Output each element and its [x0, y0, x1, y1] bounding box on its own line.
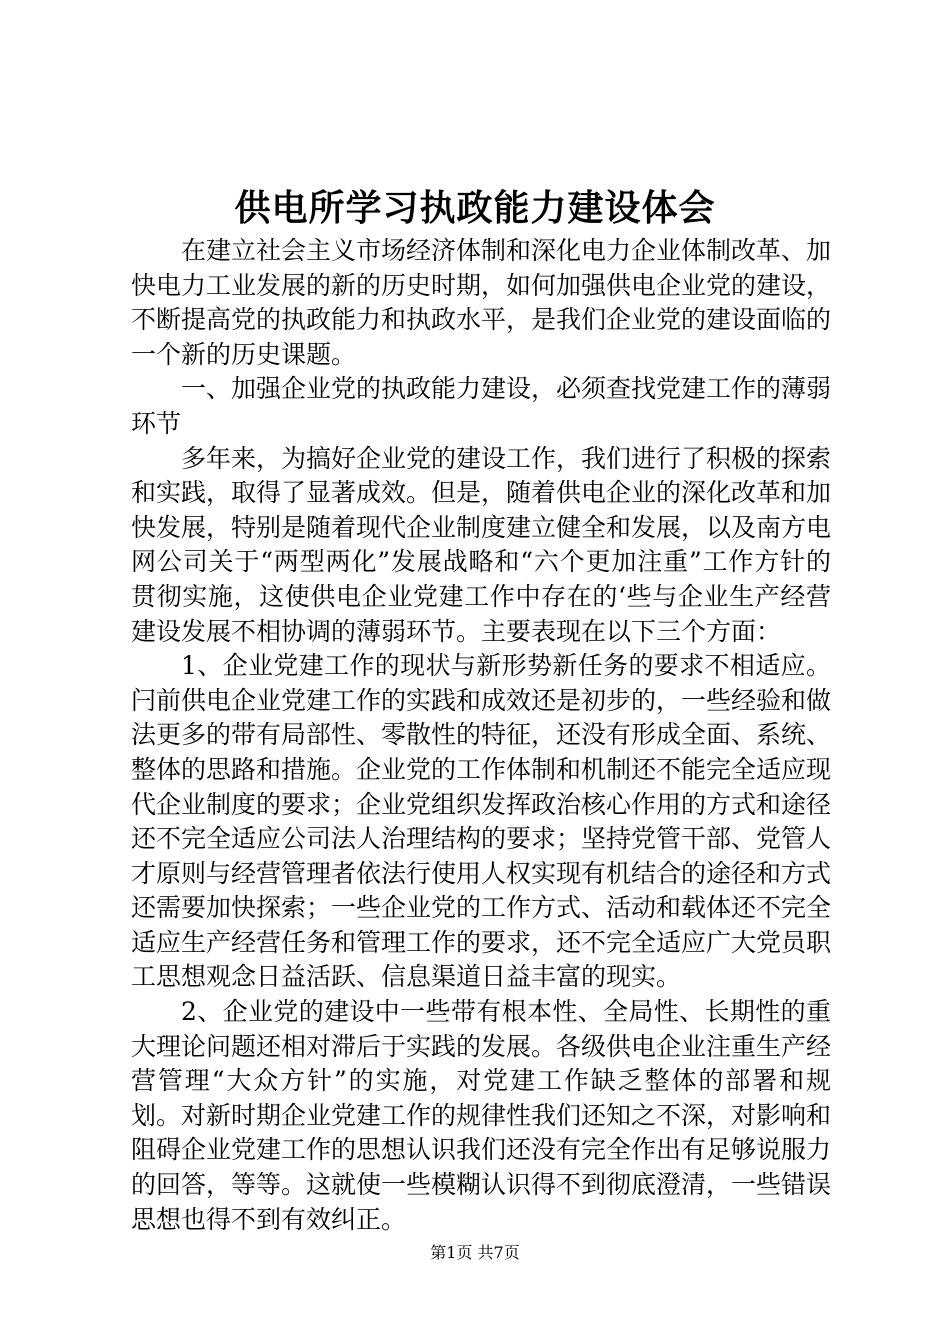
paragraph-background: 多年来，为搞好企业党的建设工作，我们进行了积极的探索和实践，取得了显著成效。但是，随着供电企业的深化改革和加快发展，特别是随着现代企业制度建立健全和发展，以及南方电网公司关于“两型两化”发展战略和“六个更加注重”工作方针的贯彻实施，这使供电企业党建工作中存在的‘些与企业生产经营建设发展不相协调的薄弱环节。主要表现在以下三个方面：	[131, 443, 832, 646]
paragraph-point-1: 1、企业党建工作的现状与新形势新任务的要求不相适应。闩前供电企业党建工作的实践和成效还是初步的，一些经验和做法更多的带有局部性、零散性的特征，还没有形成全面、系统、整体的思路和措施。企业党的工作体制和机制还不能完全适应现代企业制度的要求；企业党组织发挥政治核心作用的方式和途径还不完全适应公司法人治理结构的要求；坚持党管干部、党管人才原则与经营管理者依法行使用人权实现有机结合的途径和方式还需要加快探索；一些企业党的工作方式、活动和载体还不完全适应生产经营任务和管理工作的要求，还不完全适应广大党员职工思想观念日益活跃、信息渠道日益丰富的现实。	[131, 651, 832, 992]
page-number-footer: 第1页 共7页	[430, 1243, 520, 1262]
section-heading-1: 一、加强企业党的执政能力建设，必须查找党建工作的薄弱环节	[131, 374, 832, 438]
document-body	[131, 234, 831, 1237]
paragraph-point-2: 2、企业党的建设中一些带有根本性、全局性、长期性的重大理论问题还相对滞后于实践的发展。各级供电企业注重生产经营管理“大众方针”的实施，对党建工作缺乏整体的部署和规划。对新时期企业党建工作的规律性我们还知之不深，对影响和阻碍企业党建工作的思想认识我们还没有完全作出有足够说服力的回答，等等。这就使一些模糊认识得不到彻底澄清，一些错误思想也得不到有效纠正。	[131, 997, 832, 1234]
document-title: 供电所学习执政能力建设体会	[234, 187, 716, 229]
paragraph-intro: 在建立社会主义市场经济体制和深化电力企业体制改革、加快电力工业发展的新的历史时期，如何加强供电企业党的建设，不断提高党的执政能力和执政水平，是我们企业党的建设面临的一个新的历史课题。	[131, 236, 832, 369]
